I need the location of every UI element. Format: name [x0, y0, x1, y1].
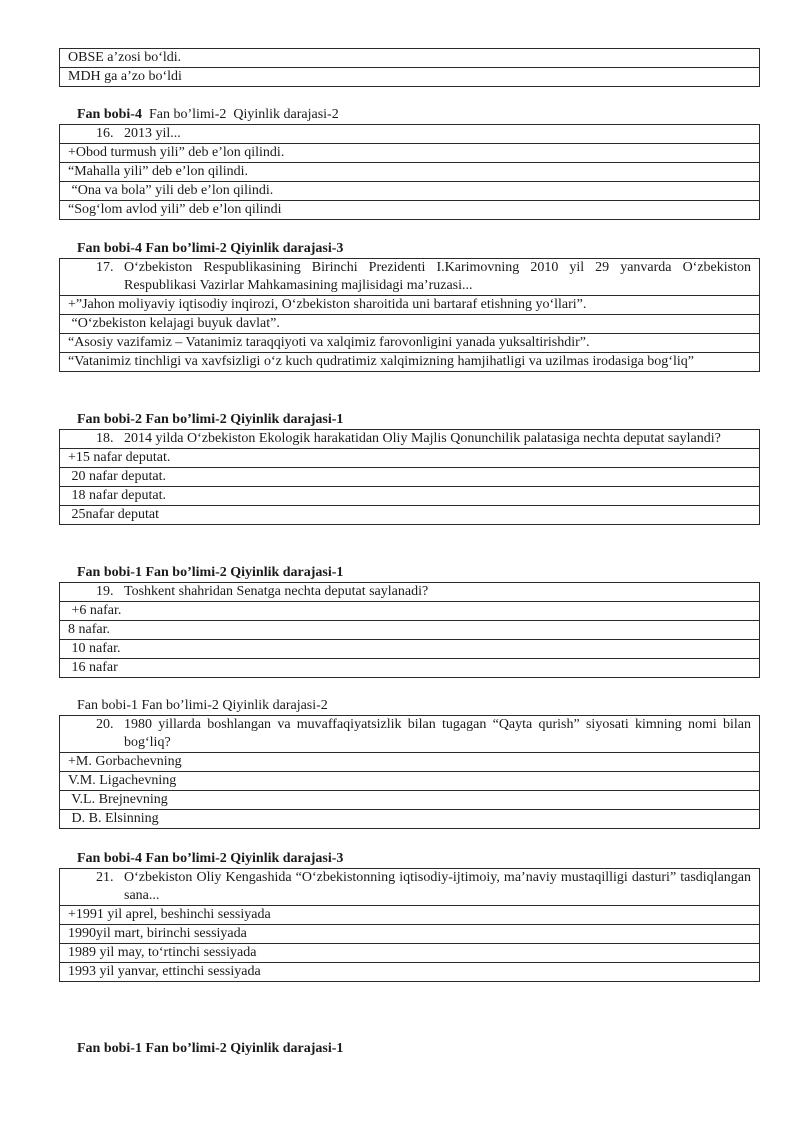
option-row: V.L. Brejnevning	[60, 791, 760, 810]
question-cell	[60, 716, 760, 753]
question-header	[77, 106, 339, 124]
option-row: +Obod turmush yili” deb e’lon qilindi.	[60, 144, 760, 163]
option-row: +1991 yil aprel, beshinchi sessiyada	[60, 906, 760, 925]
header-bold-part: Fan bobi-1 Fan bo’limi-2 Qiyinlik darajasi-1	[77, 1041, 344, 1056]
question-number: 19.	[96, 584, 114, 599]
header-bold-part: Fan bobi-1 Fan bo’limi-2 Qiyinlik darajasi-1	[77, 565, 344, 580]
option-row: OBSE a’zosi bo‘ldi.	[60, 49, 760, 68]
question-text: O‘zbekiston Respublikasining Birinchi Prezidenti I.Karimovning 2010 yil 29 yanvarda O‘zbekiston Respublikasi Vazirlar Mahkamasining majlisidagi ma’ruzasi...	[124, 260, 751, 293]
question-block	[59, 429, 760, 525]
question-number: 17.	[96, 260, 114, 275]
option-row: 1989 yil may, to‘rtinchi sessiyada	[60, 944, 760, 963]
option-row: “O‘zbekiston kelajagi buyuk davlat”.	[60, 315, 760, 334]
question-text: 1980 yillarda boshlangan va muvaffaqiyatsizlik bilan tugagan “Qayta qurish” siyosati kimning nomi bilan bog‘liq?	[124, 717, 751, 750]
option-row: “Sog‘lom avlod yili” deb e’lon qilindi	[60, 201, 760, 220]
question-header	[77, 697, 328, 715]
header-bold-part: Fan bobi-4	[77, 107, 142, 122]
option-row: “Mahalla yili” deb e’lon qilindi.	[60, 163, 760, 182]
header-plain-part: Fan bobi-1 Fan bo’limi-2 Qiyinlik darajasi-2	[77, 698, 328, 713]
question-header	[77, 850, 343, 868]
option-row: “Vatanimiz tinchligi va xavfsizligi o‘z kuch qudratimiz xalqimizning hamjihatligi va uzilmas irodasiga bog‘liq”	[60, 353, 760, 372]
question-block	[59, 582, 760, 678]
question-header	[77, 1040, 343, 1058]
option-row: 18 nafar deputat.	[60, 487, 760, 506]
header-plain-part: Fan bo’limi-2 Qiyinlik darajasi-2	[141, 107, 339, 122]
question-number: 20.	[96, 717, 114, 732]
option-row: 25nafar deputat	[60, 506, 760, 525]
option-row: “Ona va bola” yili deb e’lon qilindi.	[60, 182, 760, 201]
question-text: 2014 yilda O‘zbekiston Ekologik harakatidan Oliy Majlis Qonunchilik palatasiga nechta deputat saylandi?	[124, 431, 721, 446]
question-header	[77, 240, 343, 258]
option-row: +M. Gorbachevning	[60, 753, 760, 772]
question-text: Toshkent shahridan Senatga nechta deputat saylanadi?	[124, 584, 429, 599]
question-cell	[60, 583, 760, 602]
option-row: D. B. Elsinning	[60, 810, 760, 829]
option-row: 10 nafar.	[60, 640, 760, 659]
question-text: 2013 yil...	[124, 126, 181, 141]
prev-question-options	[59, 48, 760, 87]
question-cell	[60, 869, 760, 906]
question-number: 21.	[96, 870, 114, 885]
option-row: +”Jahon moliyaviy iqtisodiy inqirozi, O‘zbekiston sharoitida uni bartaraf etishning yo‘llari”.	[60, 296, 760, 315]
question-cell	[60, 259, 760, 296]
question-block	[59, 124, 760, 220]
option-row: 1993 yil yanvar, ettinchi sessiyada	[60, 963, 760, 982]
question-text: O‘zbekiston Oliy Kengashida “O‘zbekistonning iqtisodiy-ijtimoiy, ma’naviy mustaqilligi dasturi” tasdiqlangan sana...	[124, 870, 751, 903]
option-row: 20 nafar deputat.	[60, 468, 760, 487]
option-row: 16 nafar	[60, 659, 760, 678]
question-block	[59, 868, 760, 982]
option-row: V.M. Ligachevning	[60, 772, 760, 791]
option-row: +6 nafar.	[60, 602, 760, 621]
question-block	[59, 715, 760, 829]
header-bold-part: Fan bobi-2 Fan bo’limi-2 Qiyinlik darajasi-1	[77, 412, 344, 427]
option-row: MDH ga a’zo bo‘ldi	[60, 68, 760, 87]
question-header	[77, 411, 343, 429]
question-number: 16.	[96, 126, 114, 141]
question-cell	[60, 430, 760, 449]
question-block	[59, 258, 760, 372]
header-bold-part: Fan bobi-4 Fan bo’limi-2 Qiyinlik darajasi-3	[77, 241, 344, 256]
question-number: 18.	[96, 431, 114, 446]
option-row: “Asosiy vazifamiz – Vatanimiz taraqqiyoti va xalqimiz farovonligini yanada yuksaltirishdir”.	[60, 334, 760, 353]
option-row: +15 nafar deputat.	[60, 449, 760, 468]
header-bold-part: Fan bobi-4 Fan bo’limi-2 Qiyinlik darajasi-3	[77, 851, 344, 866]
option-row: 1990yil mart, birinchi sessiyada	[60, 925, 760, 944]
option-row: 8 nafar.	[60, 621, 760, 640]
question-cell	[60, 125, 760, 144]
question-header	[77, 564, 343, 582]
